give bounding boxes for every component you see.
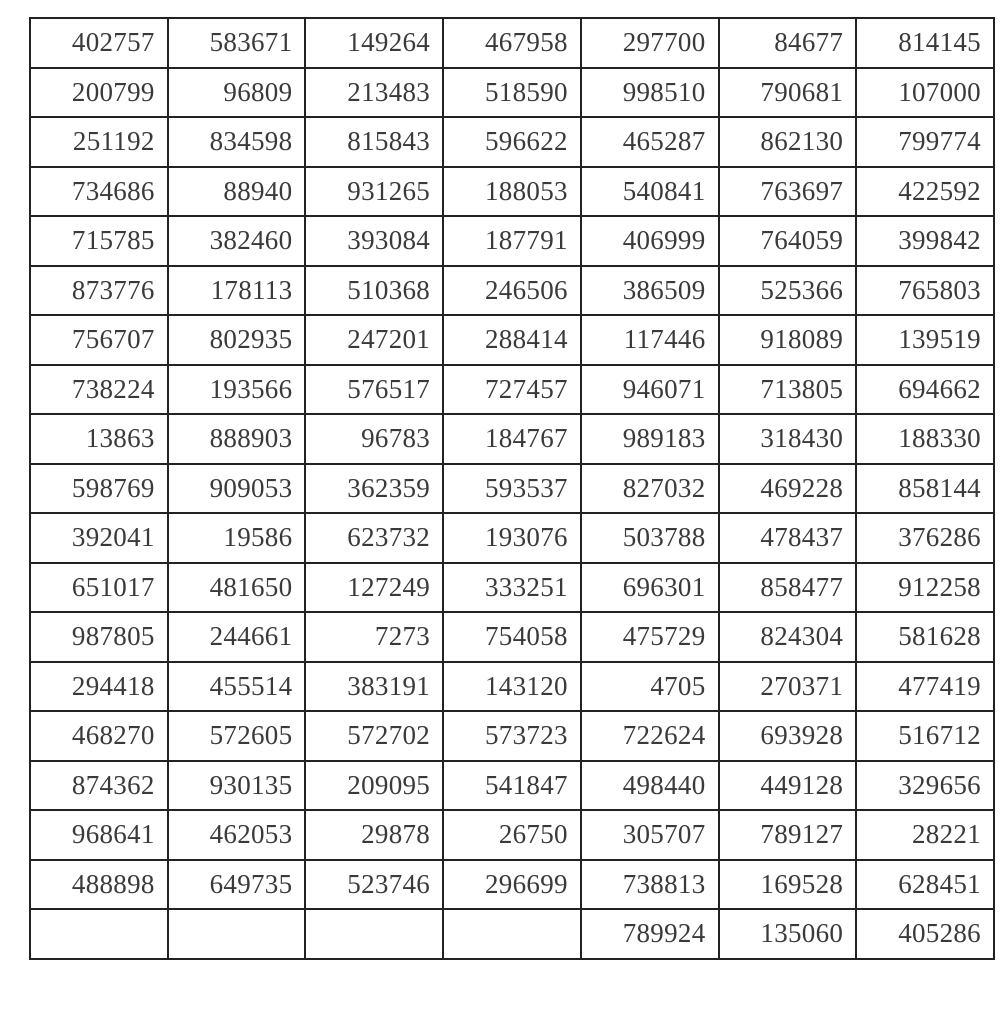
table-cell: 107000 <box>856 68 994 118</box>
table-cell: 713805 <box>719 365 857 415</box>
table-cell: 294418 <box>30 662 168 712</box>
table-cell: 987805 <box>30 612 168 662</box>
table-cell: 29878 <box>305 810 443 860</box>
table-cell: 169528 <box>719 860 857 910</box>
table-cell: 874362 <box>30 761 168 811</box>
table-cell: 912258 <box>856 563 994 613</box>
table-row <box>30 711 994 761</box>
table-cell: 19586 <box>168 513 306 563</box>
table-row <box>30 266 994 316</box>
table-cell: 738224 <box>30 365 168 415</box>
table-cell: 814145 <box>856 18 994 68</box>
table-cell: 715785 <box>30 216 168 266</box>
table-cell: 824304 <box>719 612 857 662</box>
table-cell: 989183 <box>581 414 719 464</box>
table-cell: 184767 <box>443 414 581 464</box>
table-cell: 84677 <box>719 18 857 68</box>
table-row <box>30 612 994 662</box>
table-cell: 573723 <box>443 711 581 761</box>
table-row <box>30 662 994 712</box>
table-cell: 763697 <box>719 167 857 217</box>
table-cell: 193076 <box>443 513 581 563</box>
table-cell: 329656 <box>856 761 994 811</box>
table-cell: 88940 <box>168 167 306 217</box>
table-cell: 576517 <box>305 365 443 415</box>
table-cell: 149264 <box>305 18 443 68</box>
table-cell: 127249 <box>305 563 443 613</box>
table-cell: 583671 <box>168 18 306 68</box>
table-cell: 799774 <box>856 117 994 167</box>
table-row <box>30 117 994 167</box>
table-cell: 392041 <box>30 513 168 563</box>
table-cell: 488898 <box>30 860 168 910</box>
table-cell: 516712 <box>856 711 994 761</box>
table-cell: 478437 <box>719 513 857 563</box>
table-cell: 628451 <box>856 860 994 910</box>
table-cell: 467958 <box>443 18 581 68</box>
number-table-body <box>30 18 994 959</box>
table-row <box>30 18 994 68</box>
number-table <box>29 17 995 960</box>
table-cell: 541847 <box>443 761 581 811</box>
table-cell: 738813 <box>581 860 719 910</box>
table-cell: 540841 <box>581 167 719 217</box>
table-cell: 188053 <box>443 167 581 217</box>
table-cell: 931265 <box>305 167 443 217</box>
table-cell: 213483 <box>305 68 443 118</box>
table-cell: 455514 <box>168 662 306 712</box>
table-cell: 693928 <box>719 711 857 761</box>
table-cell: 827032 <box>581 464 719 514</box>
table-cell: 789924 <box>581 909 719 959</box>
table-cell: 178113 <box>168 266 306 316</box>
table-cell: 858477 <box>719 563 857 613</box>
table-cell: 888903 <box>168 414 306 464</box>
table-cell: 998510 <box>581 68 719 118</box>
table-row <box>30 513 994 563</box>
table-cell: 318430 <box>719 414 857 464</box>
table-cell: 523746 <box>305 860 443 910</box>
table-cell: 406999 <box>581 216 719 266</box>
table-cell <box>168 909 306 959</box>
table-cell: 4705 <box>581 662 719 712</box>
table-cell: 333251 <box>443 563 581 613</box>
table-cell: 200799 <box>30 68 168 118</box>
table-cell: 305707 <box>581 810 719 860</box>
table-cell: 694662 <box>856 365 994 415</box>
table-cell: 572605 <box>168 711 306 761</box>
table-cell: 188330 <box>856 414 994 464</box>
table-cell: 251192 <box>30 117 168 167</box>
table-cell: 930135 <box>168 761 306 811</box>
table-cell: 623732 <box>305 513 443 563</box>
table-cell: 481650 <box>168 563 306 613</box>
table-cell: 13863 <box>30 414 168 464</box>
table-cell: 815843 <box>305 117 443 167</box>
table-cell: 754058 <box>443 612 581 662</box>
table-cell: 572702 <box>305 711 443 761</box>
table-cell: 143120 <box>443 662 581 712</box>
table-row <box>30 216 994 266</box>
table-row <box>30 563 994 613</box>
table-cell: 462053 <box>168 810 306 860</box>
table-cell: 386509 <box>581 266 719 316</box>
table-row <box>30 68 994 118</box>
table-cell: 649735 <box>168 860 306 910</box>
table-cell: 139519 <box>856 315 994 365</box>
table-cell: 596622 <box>443 117 581 167</box>
table-cell: 28221 <box>856 810 994 860</box>
table-cell: 7273 <box>305 612 443 662</box>
table-row <box>30 365 994 415</box>
table-cell: 525366 <box>719 266 857 316</box>
table-cell: 376286 <box>856 513 994 563</box>
table-cell: 422592 <box>856 167 994 217</box>
table-cell: 790681 <box>719 68 857 118</box>
table-cell: 498440 <box>581 761 719 811</box>
table-cell: 270371 <box>719 662 857 712</box>
table-cell: 802935 <box>168 315 306 365</box>
table-cell: 246506 <box>443 266 581 316</box>
table-cell: 288414 <box>443 315 581 365</box>
table-cell: 209095 <box>305 761 443 811</box>
table-cell: 909053 <box>168 464 306 514</box>
table-cell <box>30 909 168 959</box>
table-cell: 918089 <box>719 315 857 365</box>
table-cell: 764059 <box>719 216 857 266</box>
table-cell: 405286 <box>856 909 994 959</box>
table-cell: 297700 <box>581 18 719 68</box>
table-cell: 734686 <box>30 167 168 217</box>
table-cell: 858144 <box>856 464 994 514</box>
table-cell: 765803 <box>856 266 994 316</box>
table-cell: 449128 <box>719 761 857 811</box>
table-cell: 593537 <box>443 464 581 514</box>
table-cell: 503788 <box>581 513 719 563</box>
table-cell: 402757 <box>30 18 168 68</box>
table-cell: 510368 <box>305 266 443 316</box>
table-cell: 26750 <box>443 810 581 860</box>
table-cell: 296699 <box>443 860 581 910</box>
table-row <box>30 860 994 910</box>
table-row <box>30 414 994 464</box>
table-cell: 873776 <box>30 266 168 316</box>
table-cell: 727457 <box>443 365 581 415</box>
table-cell: 968641 <box>30 810 168 860</box>
table-cell: 193566 <box>168 365 306 415</box>
table-cell: 393084 <box>305 216 443 266</box>
table-cell: 598769 <box>30 464 168 514</box>
table-cell: 862130 <box>719 117 857 167</box>
table-cell: 135060 <box>719 909 857 959</box>
table-cell: 465287 <box>581 117 719 167</box>
table-cell: 834598 <box>168 117 306 167</box>
table-cell: 651017 <box>30 563 168 613</box>
table-cell: 383191 <box>305 662 443 712</box>
table-cell: 469228 <box>719 464 857 514</box>
table-cell: 946071 <box>581 365 719 415</box>
table-row <box>30 315 994 365</box>
table-cell: 518590 <box>443 68 581 118</box>
table-cell: 96783 <box>305 414 443 464</box>
table-row <box>30 810 994 860</box>
table-cell: 468270 <box>30 711 168 761</box>
table-cell <box>305 909 443 959</box>
table-cell: 756707 <box>30 315 168 365</box>
table-cell: 722624 <box>581 711 719 761</box>
table-cell: 187791 <box>443 216 581 266</box>
table-cell: 96809 <box>168 68 306 118</box>
table-row <box>30 761 994 811</box>
table-row <box>30 167 994 217</box>
table-row <box>30 909 994 959</box>
table-cell: 382460 <box>168 216 306 266</box>
table-cell: 581628 <box>856 612 994 662</box>
table-cell: 247201 <box>305 315 443 365</box>
table-cell: 789127 <box>719 810 857 860</box>
table-cell: 475729 <box>581 612 719 662</box>
table-cell <box>443 909 581 959</box>
table-cell: 362359 <box>305 464 443 514</box>
table-cell: 244661 <box>168 612 306 662</box>
table-cell: 117446 <box>581 315 719 365</box>
table-row <box>30 464 994 514</box>
table-cell: 696301 <box>581 563 719 613</box>
table-cell: 477419 <box>856 662 994 712</box>
table-cell: 399842 <box>856 216 994 266</box>
